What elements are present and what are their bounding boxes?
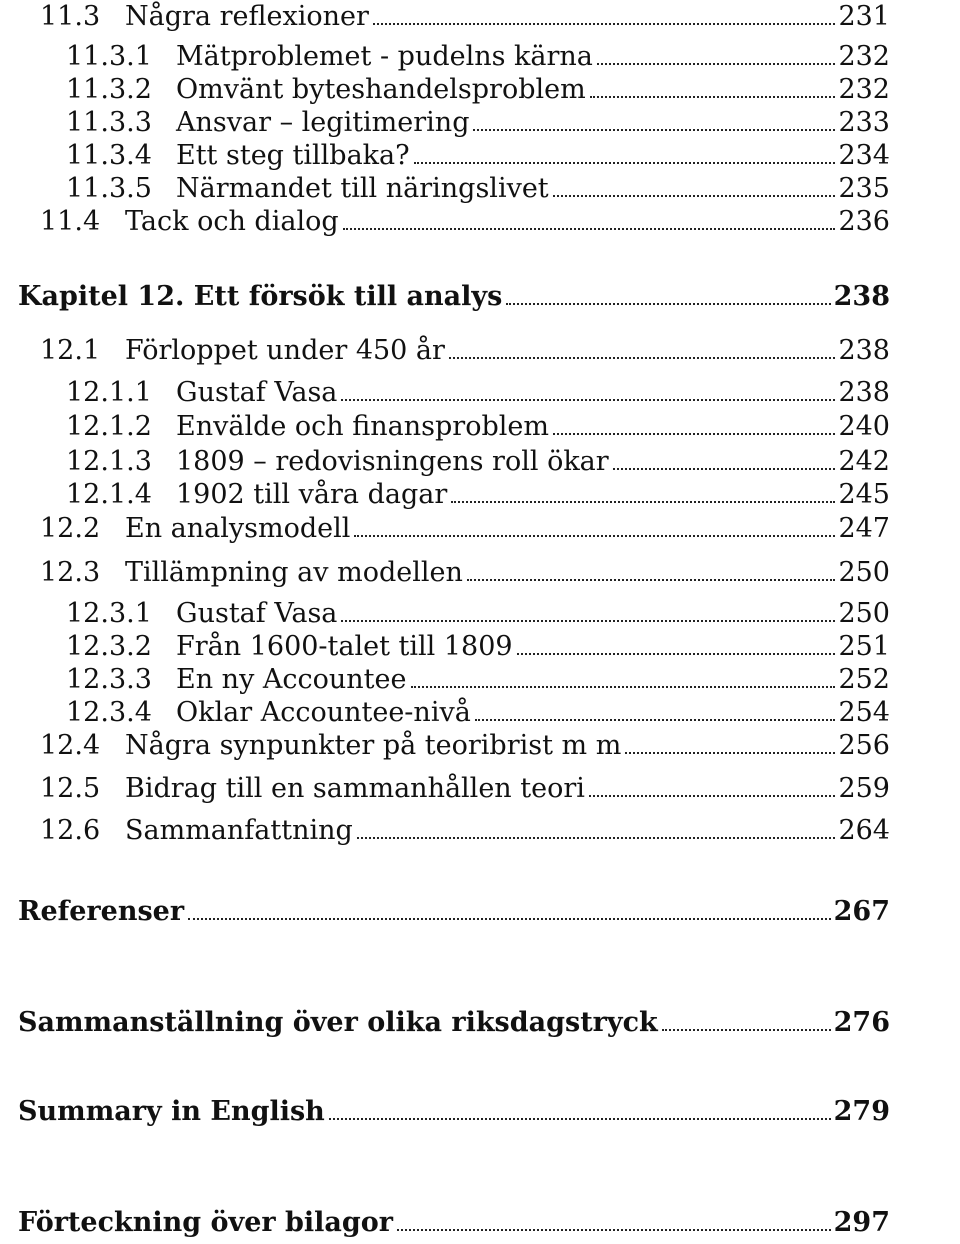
toc-entry-number: 12.2 bbox=[40, 513, 101, 544]
dot-leader bbox=[373, 23, 836, 25]
toc-entry-title: En analysmodell bbox=[125, 513, 351, 544]
toc-entry bbox=[0, 139, 960, 173]
toc-entry-number: 11.3.4 bbox=[66, 140, 152, 171]
toc-entry-title: Bidrag till en sammanhållen teori bbox=[125, 773, 585, 804]
toc-entry-number: 12.1 bbox=[40, 335, 101, 366]
dot-leader bbox=[597, 63, 836, 65]
toc-entry-page: 233 bbox=[838, 107, 890, 138]
toc-entry-title: Summary in English bbox=[18, 1096, 325, 1127]
toc-entry bbox=[0, 73, 960, 107]
dot-leader bbox=[475, 719, 836, 721]
toc-entry-title: Referenser bbox=[18, 896, 185, 927]
toc-entry-page: 250 bbox=[838, 557, 890, 588]
dot-leader bbox=[589, 795, 836, 797]
dot-leader bbox=[341, 399, 835, 401]
toc-entry bbox=[0, 40, 960, 74]
dot-leader bbox=[188, 918, 831, 920]
toc-entry bbox=[0, 814, 960, 848]
toc-entry-title: Envälde och finansproblem bbox=[176, 411, 549, 442]
toc-entry-page: 232 bbox=[838, 41, 890, 72]
toc-entry-number: 11.3.1 bbox=[66, 41, 152, 72]
dot-leader bbox=[451, 501, 835, 503]
toc-entry-title: Sammanfattning bbox=[125, 815, 353, 846]
toc-entry bbox=[0, 445, 960, 479]
toc-entry-page: 250 bbox=[838, 598, 890, 629]
dot-leader bbox=[414, 162, 836, 164]
toc-entry-number: 12.3.2 bbox=[66, 631, 152, 662]
toc-entry-number: 12.3.3 bbox=[66, 664, 152, 695]
toc-entry-page: 251 bbox=[838, 631, 890, 662]
toc-entry-page: 245 bbox=[838, 479, 890, 510]
toc-entry-title: Förloppet under 450 år bbox=[125, 335, 445, 366]
toc-entry bbox=[0, 478, 960, 512]
toc-entry-title: Oklar Accountee-nivå bbox=[176, 697, 471, 728]
toc-entry-page: 242 bbox=[838, 446, 890, 477]
toc-entry bbox=[0, 1206, 960, 1240]
toc-entry bbox=[0, 696, 960, 730]
toc-entry-title: Närmandet till näringslivet bbox=[176, 173, 549, 204]
toc-entry bbox=[0, 1006, 960, 1040]
toc-entry-page: 279 bbox=[833, 1096, 890, 1127]
toc-entry-page: 232 bbox=[838, 74, 890, 105]
dot-leader bbox=[625, 752, 835, 754]
toc-entry-page: 240 bbox=[838, 411, 890, 442]
dot-leader bbox=[343, 228, 836, 230]
toc-entry-title: Ett steg tillbaka? bbox=[176, 140, 410, 171]
toc-entry-title: Gustaf Vasa bbox=[176, 377, 338, 408]
toc-entry bbox=[0, 663, 960, 697]
dot-leader bbox=[662, 1029, 831, 1031]
toc-entry-page: 238 bbox=[833, 281, 890, 312]
toc-entry-page: 297 bbox=[833, 1207, 890, 1238]
toc-entry bbox=[0, 172, 960, 206]
toc-entry-page: 234 bbox=[838, 140, 890, 171]
toc-entry-title: Några synpunkter på teoribrist m m bbox=[125, 730, 622, 761]
dot-leader bbox=[553, 433, 835, 435]
toc-entry-title: Omvänt byteshandelsproblem bbox=[176, 74, 586, 105]
toc-entry bbox=[0, 729, 960, 763]
toc-entry-page: 276 bbox=[833, 1007, 890, 1038]
toc-entry-page: 238 bbox=[838, 335, 890, 366]
toc-entry bbox=[0, 512, 960, 546]
dot-leader bbox=[354, 535, 835, 537]
toc-entry-number: 12.3 bbox=[40, 557, 101, 588]
dot-leader bbox=[517, 653, 836, 655]
toc-entry bbox=[0, 334, 960, 368]
toc-entry-number: 12.3.4 bbox=[66, 697, 152, 728]
toc-entry-title: Förteckning över bilagor bbox=[18, 1207, 394, 1238]
dot-leader bbox=[357, 837, 836, 839]
toc-entry-number: 12.1.4 bbox=[66, 479, 152, 510]
toc-entry-page: 254 bbox=[838, 697, 890, 728]
toc-entry-number: 12.1.3 bbox=[66, 446, 152, 477]
dot-leader bbox=[449, 357, 836, 359]
dot-leader bbox=[553, 195, 836, 197]
toc-entry-page: 231 bbox=[838, 1, 890, 32]
toc-entry bbox=[0, 106, 960, 140]
dot-leader bbox=[397, 1229, 831, 1231]
toc-entry-title: Några reflexioner bbox=[125, 1, 369, 32]
dot-leader bbox=[329, 1118, 831, 1120]
dot-leader bbox=[590, 96, 836, 98]
toc-entry-page: 267 bbox=[833, 896, 890, 927]
toc-entry-page: 235 bbox=[838, 173, 890, 204]
toc-entry-title: 1809 – redovisningens roll ökar bbox=[176, 446, 609, 477]
dot-leader bbox=[467, 579, 836, 581]
toc-entry-title: Från 1600-talet till 1809 bbox=[176, 631, 513, 662]
toc-entry bbox=[0, 895, 960, 929]
toc-entry bbox=[0, 0, 960, 34]
toc-entry-title: Tillämpning av modellen bbox=[125, 557, 463, 588]
toc-entry-page: 252 bbox=[838, 664, 890, 695]
toc-entry-page: 264 bbox=[838, 815, 890, 846]
toc-entry-title: En ny Accountee bbox=[176, 664, 407, 695]
dot-leader bbox=[506, 303, 830, 305]
toc-entry-number: 11.3 bbox=[40, 1, 101, 32]
toc-entry-title: Ansvar – legitimering bbox=[176, 107, 470, 138]
toc-entry-number: 11.4 bbox=[40, 206, 101, 237]
toc-entry bbox=[0, 280, 960, 314]
toc-entry-title: Tack och dialog bbox=[125, 206, 339, 237]
toc-entry bbox=[0, 772, 960, 806]
toc-entry bbox=[0, 376, 960, 410]
toc-entry-page: 238 bbox=[838, 377, 890, 408]
dot-leader bbox=[613, 468, 836, 470]
toc-entry-number: 12.4 bbox=[40, 730, 101, 761]
toc-entry-number: 12.1.2 bbox=[66, 411, 152, 442]
toc-entry-number: 11.3.2 bbox=[66, 74, 152, 105]
dot-leader bbox=[473, 129, 835, 131]
toc-entry bbox=[0, 556, 960, 590]
toc-entry-title: Sammanställning över olika riksdagstryck bbox=[18, 1007, 658, 1038]
toc-entry bbox=[0, 410, 960, 444]
dot-leader bbox=[411, 686, 836, 688]
toc-entry bbox=[0, 1095, 960, 1129]
toc-entry-number: 12.5 bbox=[40, 773, 101, 804]
toc-entry-number: 12.1.1 bbox=[66, 377, 152, 408]
toc-entry bbox=[0, 205, 960, 239]
dot-leader bbox=[341, 620, 835, 622]
toc-entry-title: Gustaf Vasa bbox=[176, 598, 338, 629]
toc-entry-title: Mätproblemet - pudelns kärna bbox=[176, 41, 593, 72]
toc-entry-number: 12.6 bbox=[40, 815, 101, 846]
toc-entry-number: 11.3.3 bbox=[66, 107, 152, 138]
toc-entry-page: 259 bbox=[838, 773, 890, 804]
toc-entry-number: 12.3.1 bbox=[66, 598, 152, 629]
toc-entry-title: Kapitel 12. Ett försök till analys bbox=[18, 281, 503, 312]
toc-entry bbox=[0, 597, 960, 631]
toc-entry-page: 256 bbox=[838, 730, 890, 761]
toc-entry-title: 1902 till våra dagar bbox=[176, 479, 448, 510]
toc-entry bbox=[0, 630, 960, 664]
toc-entry-page: 236 bbox=[838, 206, 890, 237]
toc-entry-number: 11.3.5 bbox=[66, 173, 152, 204]
toc-entry-page: 247 bbox=[838, 513, 890, 544]
